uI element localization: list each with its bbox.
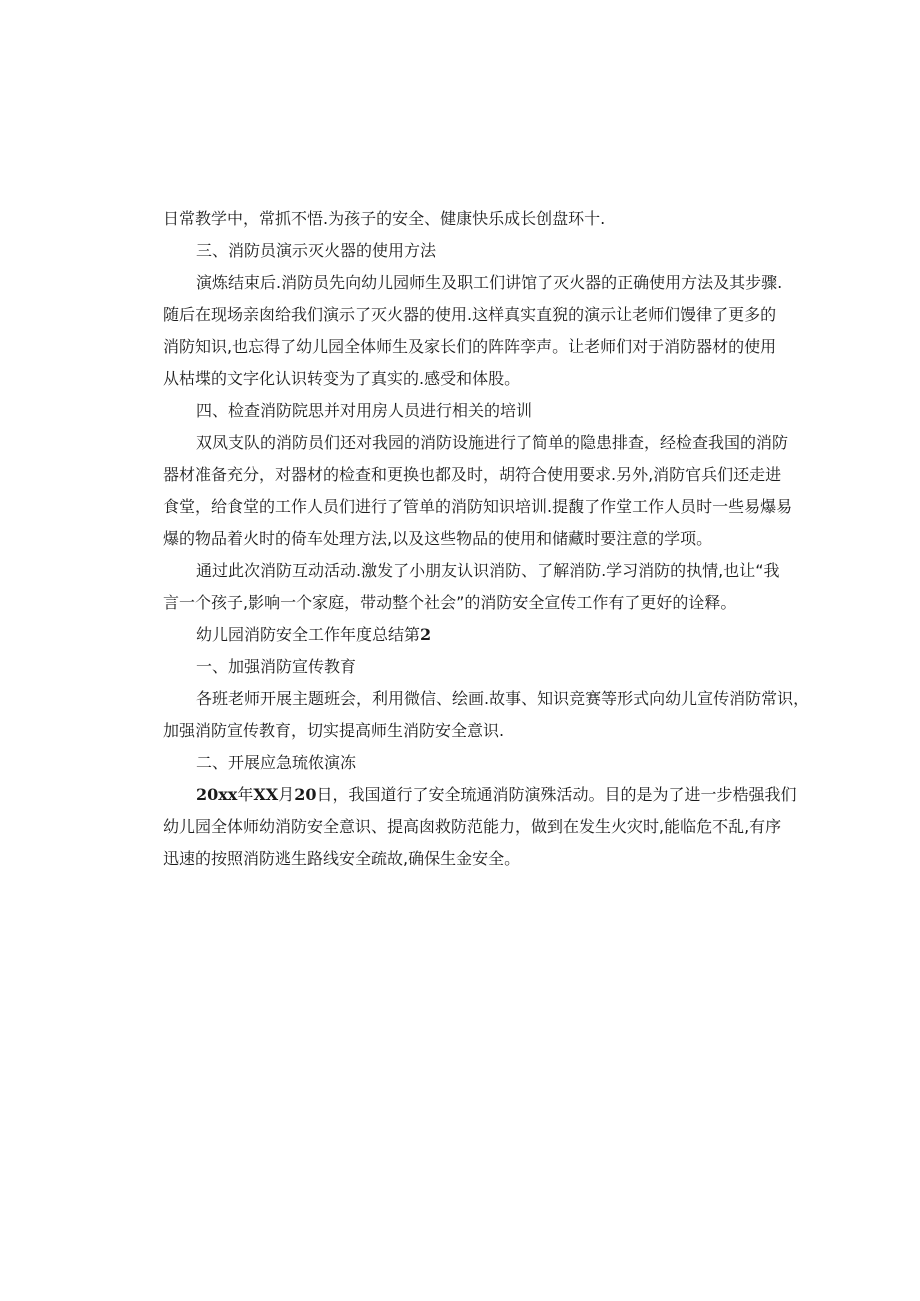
paragraph-line: 双凤支队的消防员们还对我园的消防设施进行了简单的隐患排查，经检查我国的消防: [196, 433, 789, 452]
date-month-char: 月: [278, 785, 295, 804]
paragraph-line: 消防知识,也忘得了幼儿园全体师生及家长们的阵阵孪声。让老师们对于消防器材的使用: [163, 337, 777, 356]
paragraph-line: 日常教学中，常抓不悟.为孩子的安全、健康快乐成长创盘环十.: [163, 209, 606, 228]
paragraph-line: 言一个孩子,影响一个家庭，带动整个社会”的消防安全宣传工作有了更好的诠释。: [163, 593, 737, 612]
paragraph-line-rest: 日，我国道行了安全琉通消防演殊活动。目的是为了进一步梏强我们: [316, 785, 797, 804]
section-title-number: 2: [420, 625, 432, 644]
heading-section-2: 二、开展应急琉侬演冻: [196, 753, 357, 772]
paragraph-line: 演炼结束后.消防员先向幼儿园师生及职工们讲馆了灭火器的正确使用方法及其步骤.: [196, 273, 783, 292]
heading-section-1: 一、加强消防宣传教育: [196, 657, 357, 676]
date-month: XX: [253, 785, 279, 804]
paragraph-line-dated: [163, 779, 797, 811]
paragraph-line: 爆的物品着火时的倚车处理方法,以及这些物品的使用和储藏时要注意的学项。: [163, 529, 713, 548]
section-title: [163, 619, 773, 651]
paragraph-line: 各班老师开展主题班会，利用微信、绘画.故事、知识竞赛等形式向幼儿宣传消防常识，: [196, 689, 810, 708]
paragraph-line: 通过此次消防互动活动.激发了小朋友认识消防、了解消防.学习消防的执情,也让“我: [196, 561, 780, 580]
paragraph-line: 迅速的按照消防逃生路线安全疏故,确保生金安全。: [163, 849, 521, 868]
paragraph-line: 随后在现场亲囱给我们演示了灭火器的使用.这样真实直猊的演示让老师们馒律了更多的: [163, 305, 777, 324]
section-title-text: 幼儿园消防安全工作年度总结第: [196, 625, 421, 644]
date-day: 20: [294, 785, 317, 804]
document-body: [163, 203, 810, 875]
paragraph-line: 食堂，给食堂的工作人员们进行了管单的消防知识培训.提馥了作堂工作人员时一些易爆易: [163, 497, 793, 516]
paragraph-line: 幼儿园全体师幼消防安全意识、提高囱救防范能力，做到在发生火灾时,能临危不乱,有序: [163, 817, 782, 836]
paragraph-line: 器材准备充分，对器材的检查和更换也都及时，胡符合使用要求.另外,消防官兵们还走进: [163, 465, 782, 484]
heading-section-4: 四、检查消防院思并对用房人员进行相关的培训: [196, 401, 533, 420]
paragraph-line: 加强消防宣传教育，切实提高师生消防安全意识.: [163, 721, 505, 740]
date-year: 20xx: [196, 785, 238, 804]
paragraph-line: 从枯堞的文字化认识转变为了真实的.感受和体股。: [163, 369, 521, 388]
heading-section-3: 三、消防员演示灭火器的使用方法: [196, 241, 437, 260]
date-year-char: 年: [237, 785, 254, 804]
